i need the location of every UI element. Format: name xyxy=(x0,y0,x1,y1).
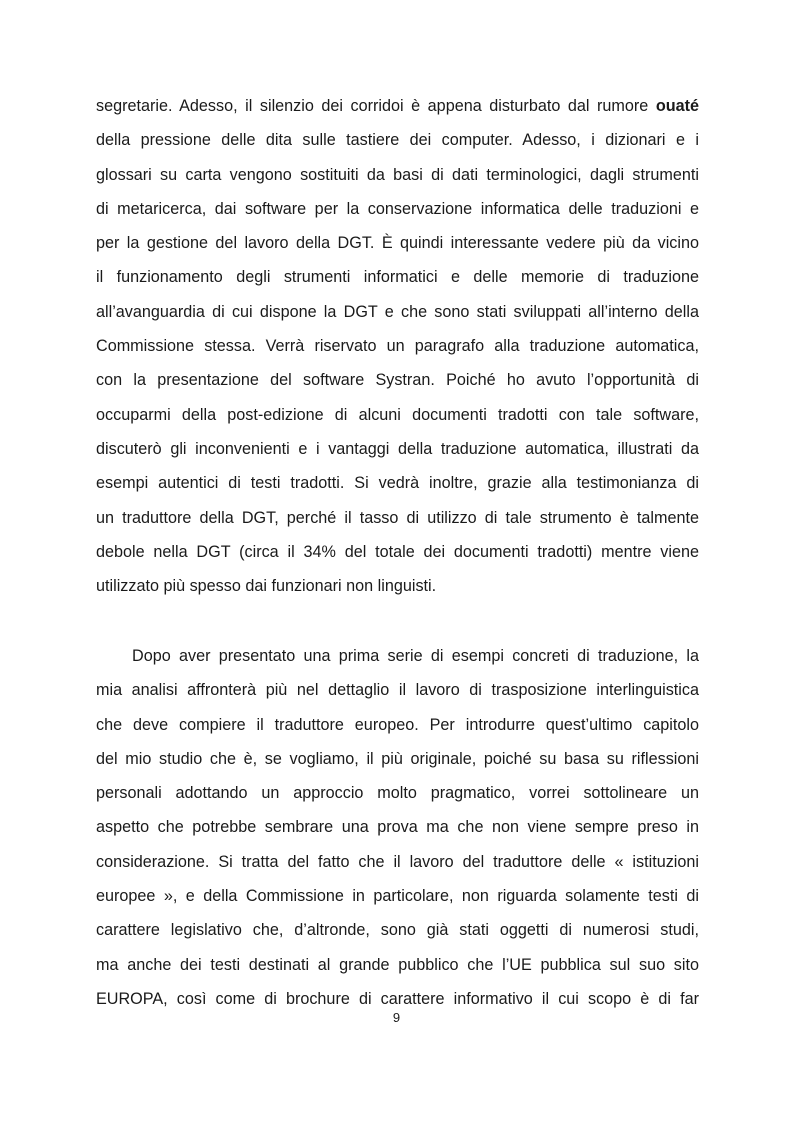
text-line: occuparmi della post-edizione di alcuni documenti tradotti con tale software, xyxy=(96,405,699,424)
text-line: aspetto che potrebbe sembrare una prova ma che non viene sempre preso in xyxy=(96,818,699,837)
text-line: EUROPA, così come di brochure di carattere informativo il cui scopo è di far xyxy=(96,989,699,1008)
text-line: discuterò gli inconvenienti e i vantaggi della traduzione automatica, illustrati da xyxy=(96,439,699,458)
text-line: per la gestione del lavoro della DGT. È quindi interessante vedere più da vicino xyxy=(96,234,699,253)
text-line: mia analisi affronterà più nel dettaglio il lavoro di trasposizione interlinguistica xyxy=(96,681,699,700)
page-number: 9 xyxy=(392,1010,401,1025)
text-line: all’avanguardia di cui dispone la DGT e che sono stati sviluppati all’interno della xyxy=(96,302,699,321)
text-line: considerazione. Si tratta del fatto che il lavoro del traduttore delle « istituzioni xyxy=(96,852,699,871)
text-line: personali adottando un approccio molto pragmatico, vorrei sottolineare un xyxy=(96,784,699,803)
text-line: glossari su carta vengono sostituiti da basi di dati terminologici, dagli strumenti xyxy=(96,165,699,184)
text-line: debole nella DGT (circa il 34% del totale dei documenti tradotti) mentre viene xyxy=(96,542,699,561)
text-line: del mio studio che è, se vogliamo, il più originale, poiché su basa su riflessioni xyxy=(96,749,699,768)
text-line: europee », e della Commissione in particolare, non riguarda solamente testi di xyxy=(96,887,699,906)
text-line: utilizzato più spesso dai funzionari non linguisti. xyxy=(96,577,437,596)
text-line: di metaricerca, dai software per la conservazione informatica delle traduzioni e xyxy=(96,199,699,218)
bold-term: ouaté xyxy=(655,97,699,115)
text-line: esempi autentici di testi tradotti. Si vedrà inoltre, grazie alla testimonianza di xyxy=(96,474,699,493)
text-line: un traduttore della DGT, perché il tasso di utilizzo di tale strumento è talmente xyxy=(96,508,699,527)
text-line: segretarie. Adesso, il silenzio dei corridoi è appena disturbato dal rumore ouaté xyxy=(96,97,699,115)
text-line: che deve compiere il traduttore europeo. Per introdurre quest’ultimo capitolo xyxy=(96,715,699,734)
text-line: ma anche dei testi destinati al grande pubblico che l’UE pubblica sul suo sito xyxy=(96,955,699,974)
text-line: il funzionamento degli strumenti informatici e delle memorie di traduzione xyxy=(96,268,699,287)
text-line: della pressione delle dita sulle tastiere dei computer. Adesso, i dizionari e i xyxy=(96,131,699,150)
text-line: carattere legislativo che, d’altronde, sono già stati oggetti di numerosi studi, xyxy=(96,921,699,940)
paragraph-1 xyxy=(96,89,699,603)
text-line: con la presentazione del software Systran. Poiché ho avuto l’opportunità di xyxy=(96,371,699,390)
text-line: Commissione stessa. Verrà riservato un paragrafo alla traduzione automatica, xyxy=(96,337,699,356)
text-line: Dopo aver presentato una prima serie di esempi concreti di traduzione, la xyxy=(132,647,699,665)
paragraph-2 xyxy=(96,639,699,1016)
